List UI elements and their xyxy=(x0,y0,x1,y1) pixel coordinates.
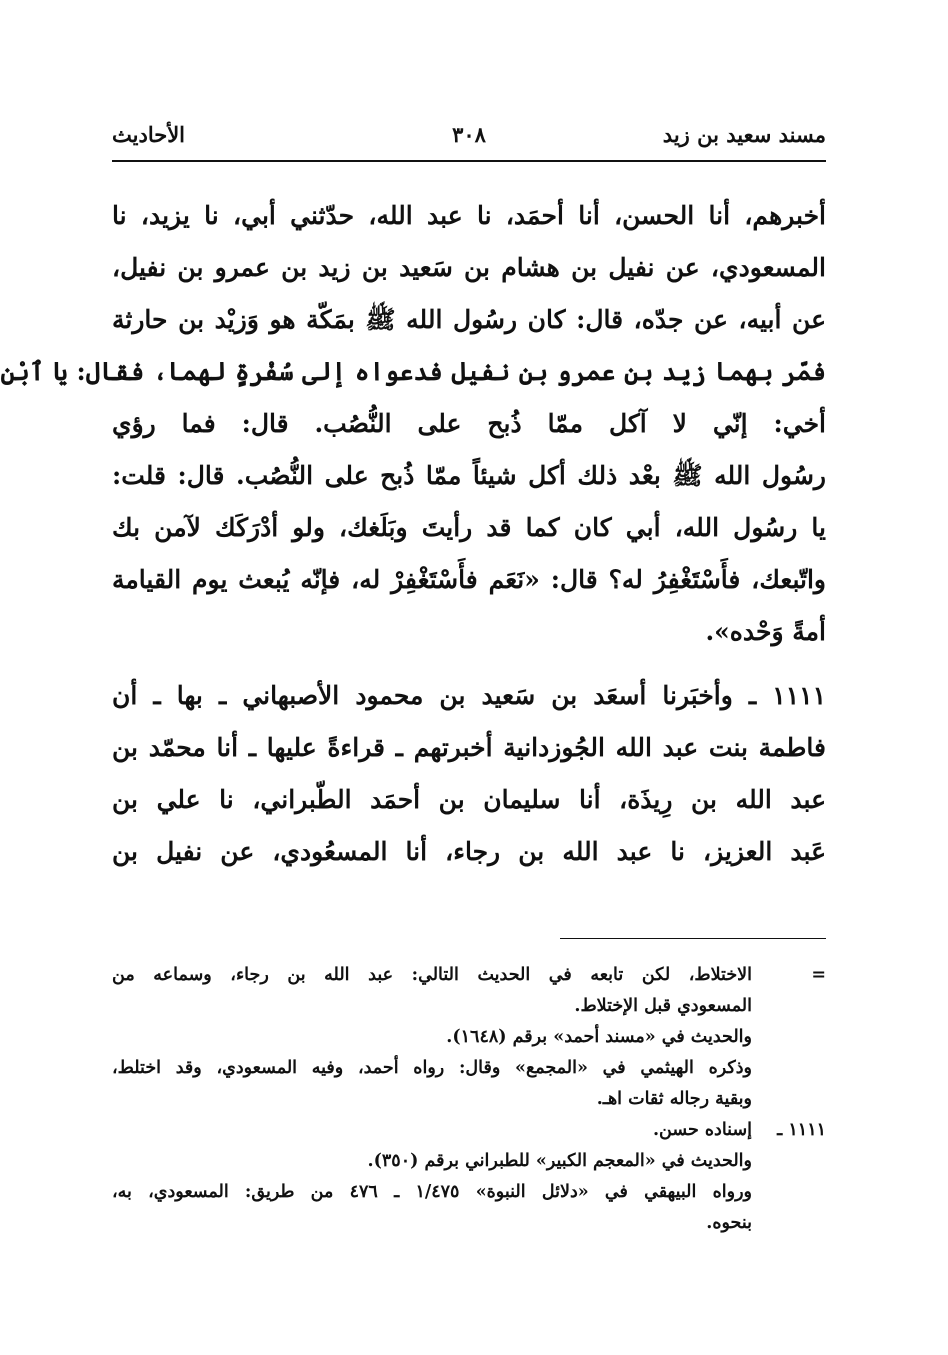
footnote-line xyxy=(112,1084,826,1115)
header-divider xyxy=(112,160,826,162)
hadith-line: عَبد العزيز، نا عبد الله بن رجاء، أنا المسعُودي، عن نفيل بن xyxy=(112,837,826,866)
body-line: عن أبيه، عن جدّه، قال: كان رسُول الله ﷺ بمَكّة هو وَزيْد بن حارثة xyxy=(112,305,826,334)
footnote-marker: = xyxy=(811,965,826,985)
footnote-text: بنحوه. xyxy=(706,1213,752,1233)
main-text xyxy=(0,190,826,878)
footnote-text: الاختلاط، لكن تابعه في الحديث التالي: عبد الله بن رجاء، وسماعه من xyxy=(112,965,752,985)
page-header xyxy=(112,118,826,152)
body-line: يا رسُول الله، أبي كان كما قد رأيتَ وبَلَغك، ولو أدْرَكَك لآمن بك xyxy=(112,513,826,542)
hadith-line: ١١١١ ـ وأخبَرنا أسعَد بن سَعيد بن محمود الأصبهاني ـ بها ـ أن xyxy=(112,681,826,710)
footnote-line xyxy=(112,1208,826,1239)
footnote-line xyxy=(112,1146,826,1177)
footnote-divider xyxy=(560,938,826,939)
footnote-text: ورواه البيهقي في «دلائل النبوة» ١/٤٧٥ ـ ٤٧٦ من طريق: المسعودي، به، xyxy=(112,1182,753,1202)
body-line: رسُول الله ﷺ بعْد ذلك أكل شيئاً ممّا ذُبح على النُّصُب. قال: قلت: xyxy=(112,461,826,490)
footnote-line xyxy=(112,960,826,991)
page-number: ٣٠٨ xyxy=(452,122,486,147)
body-line: أخي: إنّي لا آكل ممّا ذُبح على النُّصُب. قال: فما رؤي xyxy=(112,409,826,438)
footnotes xyxy=(112,960,826,1239)
footnote-text: وبقية رجاله ثقات اهـ. xyxy=(596,1089,752,1109)
header-section-title: الأحاديث xyxy=(112,122,186,147)
body-line: أخبرهم، أنا الحسن، أنا أحمَد، نا عبد الله، حدّثني أبي، نا يزيد، نا xyxy=(112,201,826,230)
footnote-text: وذكره الهيثمي في «المجمع» وقال: رواه أحمد، وفيه المسعودي، وقد اختلط، xyxy=(112,1058,752,1078)
footnote-line xyxy=(112,1115,826,1146)
header-book-title: مسند سعيد بن زيد xyxy=(662,122,826,147)
footnote-text: إسناده حسن. xyxy=(652,1120,752,1140)
body-line: أمةً وَحْده». xyxy=(705,617,826,646)
body-line: واتّبعك، فأَسْتَغْفِرُ له؟ قال: «نَعَم فأَسْتَغْفِرْ له، فإنّه يُبعث يوم القيامة xyxy=(112,565,826,594)
footnote-text: والحديث في «المعجم الكبير» للطبراني برقم (٣٥٠). xyxy=(367,1151,752,1171)
footnote-text: المسعودي قبل الإختلاط. xyxy=(574,996,752,1016)
hadith-line: فاطمة بنت عبد الله الجُوزدانية أخبرتهم ـ قراءةً عليها ـ أنا محمّد بن xyxy=(112,733,826,762)
body-line: فمّر بهما زيد بن عمرو بن نفيل فدعواه إلى سُفْرةٍ لهما، فقال: يا ٱبْن xyxy=(0,357,826,386)
footnote-marker: ١١١١ ـ xyxy=(777,1120,826,1140)
paragraph-gap xyxy=(112,658,826,670)
footnote-line xyxy=(112,991,826,1022)
footnote-text: والحديث في «مسند أحمد» برقم (١٦٤٨). xyxy=(446,1027,752,1047)
footnote-line xyxy=(112,1177,826,1208)
footnote-line xyxy=(112,1022,826,1053)
footnote-line xyxy=(112,1053,826,1084)
body-line: المسعودي، عن نفيل بن هشام بن سَعيد بن زيد بن عمرو بن نفيل، xyxy=(112,253,826,282)
hadith-line: عبد الله بن رِيذَة، أنا سليمان بن أحمَد الطّبراني، نا علي بن xyxy=(112,785,826,814)
